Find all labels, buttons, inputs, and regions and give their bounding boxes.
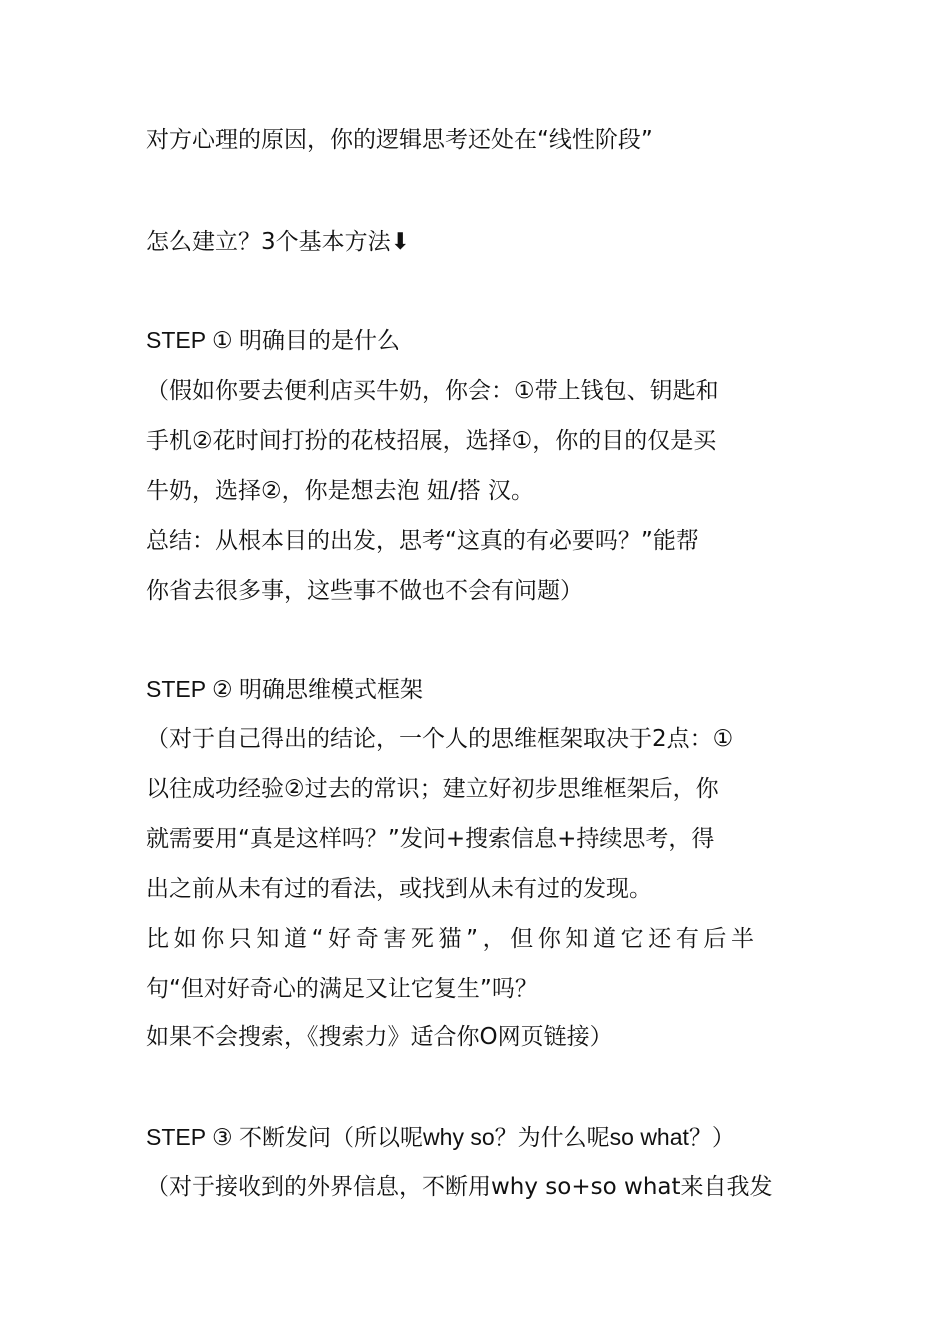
- step-3-body-line: （对于接收到的外界信息，不断用why so+so what来自我发: [146, 1174, 773, 1200]
- step-2-body-line: 就需要用“真是这样吗？”发问+搜索信息+持续思考，得: [146, 826, 715, 852]
- step-2-example-line: 比如你只知道“好奇害死猫”，但你知道它还有后半: [146, 926, 759, 952]
- step-1-heading: STEP ① 明确目的是什么: [146, 327, 401, 353]
- step-2-body-line: （对于自己得出的结论，一个人的思维框架取决于2点：①: [146, 726, 734, 752]
- step-1-summary-line: 总结：从根本目的出发，思考“这真的有必要吗？”能帮: [146, 528, 699, 554]
- step-3-heading: STEP ③ 不断发问（所以呢why so？为什么呢so what？）: [146, 1124, 735, 1150]
- paragraph-line: 对方心理的原因，你的逻辑思考还处在“线性阶段”: [146, 127, 653, 153]
- step-2-heading: STEP ② 明确思维模式框架: [146, 676, 424, 702]
- step-2-search-line: 如果不会搜索，《搜索力》适合你O网页链接）: [146, 1024, 613, 1050]
- step-2-example-line: 句“但对好奇心的满足又让它复生”吗？: [146, 976, 538, 1002]
- step-2-body-line: 出之前从未有过的看法，或找到从未有过的发现。: [146, 876, 652, 902]
- step-1-body-line: （假如你要去便利店买牛奶，你会：①带上钱包、钥匙和: [146, 378, 719, 404]
- step-1-body-line: 牛奶，选择②，你是想去泡 妞/搭 汉。: [146, 478, 534, 504]
- step-1-body-line: 手机②花时间打扮的花枝招展，选择①，你的目的仅是买: [146, 428, 717, 454]
- methods-intro-line: 怎么建立？3个基本方法⬇: [146, 229, 410, 255]
- step-2-body-line: 以往成功经验②过去的常识；建立好初步思维框架后，你: [146, 776, 719, 802]
- step-1-summary-line: 你省去很多事，这些事不做也不会有问题）: [146, 578, 583, 604]
